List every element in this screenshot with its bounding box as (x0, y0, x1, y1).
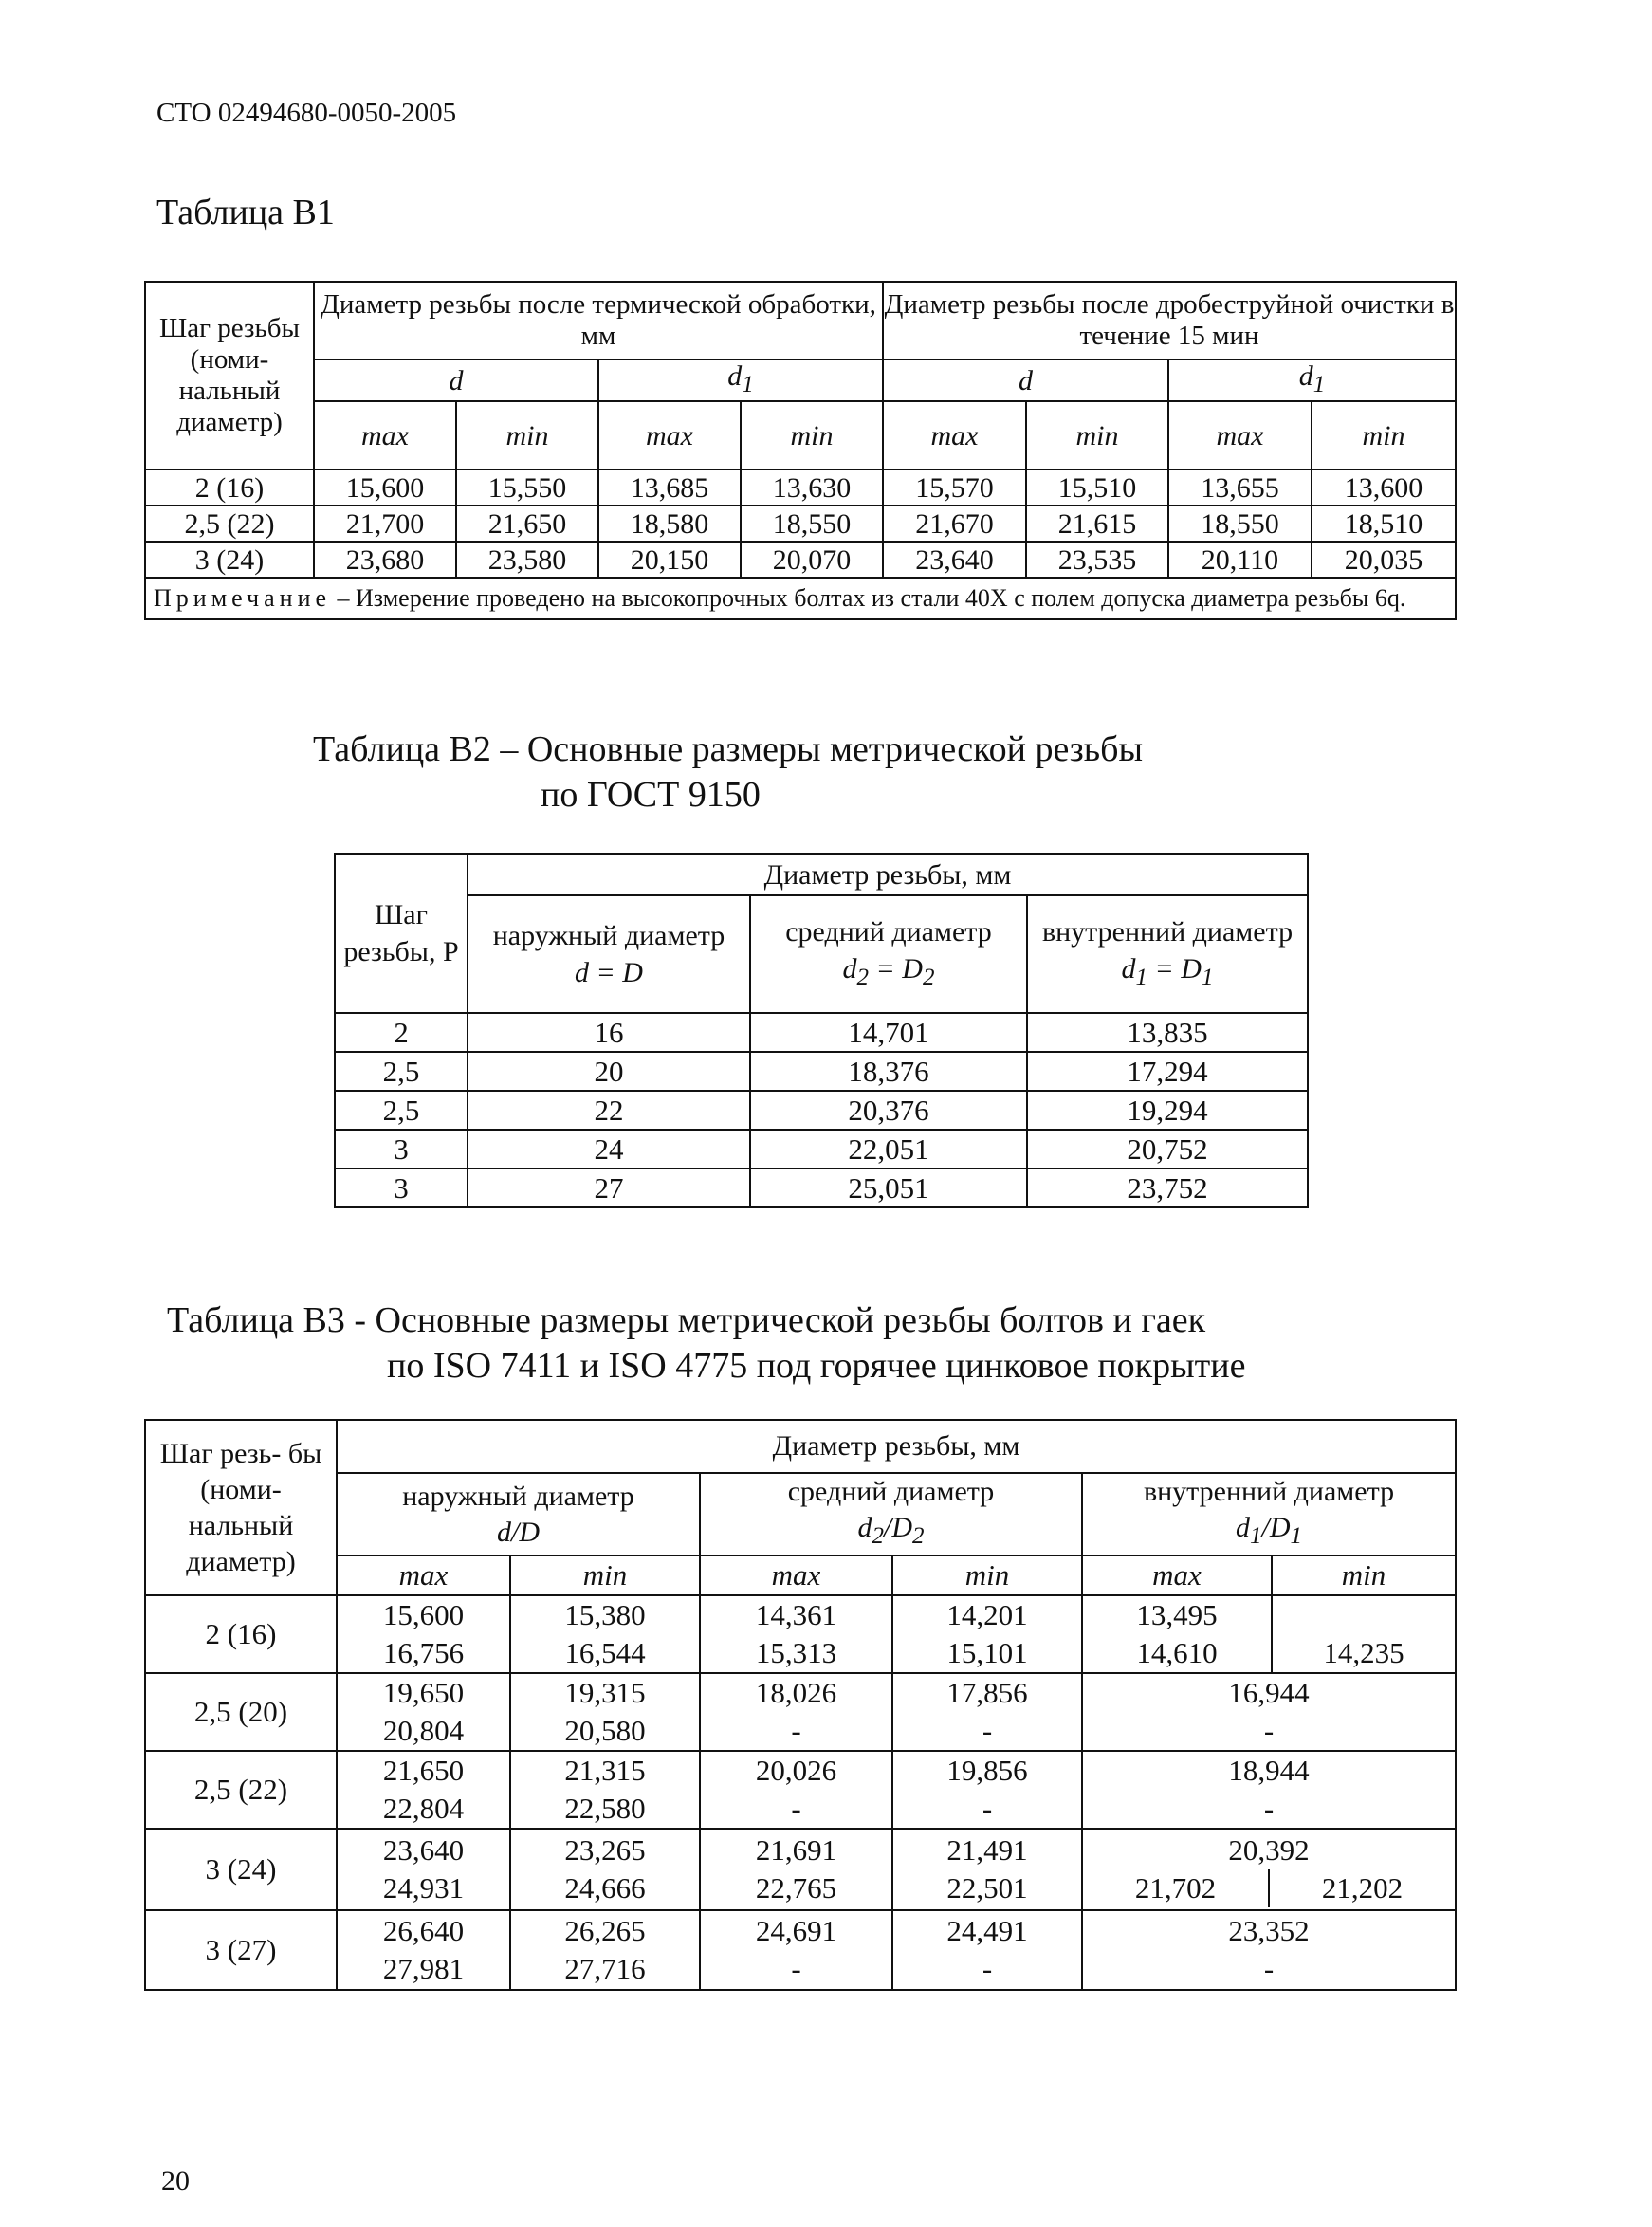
cell: 18,376 (750, 1052, 1027, 1091)
cell: 17,294 (1027, 1052, 1308, 1091)
cell: 13,655 (1168, 469, 1312, 506)
formula-inner: $d_1 = D_1$ (1121, 952, 1214, 990)
value: 21,491 (946, 1833, 1028, 1867)
table-b2-caption-line1: Таблица В2 – Основные размеры метрической резьбы (313, 729, 1143, 769)
step-cell: 2,5 (20) (145, 1673, 337, 1751)
cell (510, 1910, 700, 1990)
table-b3 (144, 1419, 1457, 1991)
cell: 2,5 (335, 1052, 468, 1091)
header-mid-label: средний диаметр (785, 915, 992, 948)
cell (1082, 1910, 1456, 1990)
cell: 21,650 (456, 506, 598, 542)
value: 27,716 (564, 1952, 646, 1985)
value: 14,361 (755, 1598, 837, 1631)
cell (510, 1673, 700, 1751)
step-cell: 2 (16) (145, 1595, 337, 1673)
value: 15,101 (946, 1636, 1028, 1669)
cell: 14,701 (750, 1013, 1027, 1052)
table-b2-caption (313, 727, 1261, 818)
step-cell: 3 (24) (145, 1829, 337, 1910)
cell: 25,051 (750, 1169, 1027, 1207)
value: - (1263, 1714, 1275, 1747)
value: 16,544 (564, 1636, 646, 1669)
cell (337, 1829, 510, 1910)
cell: 3 (335, 1169, 468, 1207)
value: - (791, 1792, 801, 1825)
table-b3-caption-line1: Таблица В3 - Основные размеры метрической резьбы болтов и гаек (167, 1300, 1206, 1340)
cell: 20,376 (750, 1091, 1027, 1130)
header-max: max (883, 401, 1026, 469)
formula-outer: d = D (575, 957, 643, 988)
header-diameter: Диаметр резьбы, мм (337, 1420, 1456, 1473)
value: 22,804 (382, 1792, 465, 1825)
value: 15,600 (382, 1598, 465, 1631)
header-inner-label: внутренний диаметр (1143, 1476, 1395, 1507)
cell (1082, 1595, 1272, 1673)
cell: 23,580 (456, 542, 598, 578)
cell: 21,615 (1026, 506, 1168, 542)
header-d1: $d_1$ (598, 359, 883, 401)
value: 14,201 (946, 1598, 1028, 1631)
header-outer-label: наружный диаметр (492, 920, 725, 951)
cell: 20,752 (1027, 1130, 1308, 1169)
cell: 23,752 (1027, 1169, 1308, 1207)
header-d1: $d_1$ (1168, 359, 1456, 401)
table-row (145, 1595, 1456, 1673)
cell (700, 1595, 892, 1673)
header-d: d (883, 359, 1168, 401)
cell (892, 1910, 1082, 1990)
cell: 20 (468, 1052, 750, 1091)
table-row (145, 1751, 1456, 1829)
table-row (145, 469, 1456, 506)
value: - (791, 1952, 801, 1985)
header-diameter: Диаметр резьбы, мм (468, 854, 1308, 895)
value: 27,981 (382, 1952, 465, 1985)
table-b3-caption-line2: по ISO 7411 и ISO 4775 под горячее цинковое покрытие (387, 1346, 1246, 1386)
cell: 2,5 (335, 1091, 468, 1130)
table-row (145, 1910, 1456, 1990)
cell (1082, 1673, 1456, 1751)
header-inner (1027, 895, 1308, 1013)
cell (510, 1829, 700, 1910)
header-min: min (892, 1555, 1082, 1595)
header-max: max (700, 1555, 892, 1595)
cell (892, 1673, 1082, 1751)
header-mid-label: средний диаметр (787, 1476, 995, 1507)
header-min: min (456, 401, 598, 469)
header-step: Шаг резьбы, Р (335, 854, 468, 1013)
cell (337, 1751, 510, 1829)
value: 20,580 (564, 1714, 646, 1747)
value: - (1263, 1952, 1275, 1985)
cell (892, 1829, 1082, 1910)
cell: 20,110 (1168, 542, 1312, 578)
value: 21,202 (1268, 1869, 1455, 1907)
value: 18,026 (755, 1676, 837, 1709)
cell: 15,550 (456, 469, 598, 506)
value: 21,315 (564, 1754, 646, 1787)
table-b2 (334, 853, 1309, 1208)
cell: 20,035 (1312, 542, 1456, 578)
cell: 22,051 (750, 1130, 1027, 1169)
header-mid (750, 895, 1027, 1013)
cell (337, 1595, 510, 1673)
value: 24,491 (946, 1914, 1028, 1947)
cell: 2 (16) (145, 469, 314, 506)
value: 15,380 (564, 1598, 646, 1631)
table-note (145, 578, 1456, 619)
value: 16,944 (1228, 1676, 1310, 1709)
cell: 13,685 (598, 469, 741, 506)
cell: 23,640 (883, 542, 1026, 578)
header-outer-label: наружный диаметр (402, 1480, 634, 1512)
document-id: СТО 02494680-0050-2005 (156, 98, 457, 128)
value: 23,352 (1228, 1914, 1310, 1947)
cell: 27 (468, 1169, 750, 1207)
value: - (982, 1792, 993, 1825)
cell: 16 (468, 1013, 750, 1052)
value: 19,315 (564, 1676, 646, 1709)
cell (510, 1751, 700, 1829)
header-outer (468, 895, 750, 1013)
value: 20,804 (382, 1714, 465, 1747)
value: 20,392 (1228, 1833, 1310, 1867)
table-row (335, 1052, 1308, 1091)
value: 15,313 (755, 1636, 837, 1669)
cell: 15,600 (314, 469, 456, 506)
value: 17,856 (946, 1676, 1028, 1709)
value: 21,702 (1134, 1871, 1217, 1905)
cell: 15,510 (1026, 469, 1168, 506)
cell (892, 1751, 1082, 1829)
value: 22,580 (564, 1792, 646, 1825)
table-b2-caption-line2: по ГОСТ 9150 (541, 775, 761, 815)
formula-outer: d/D (497, 1516, 540, 1548)
value: - (982, 1714, 993, 1747)
formula-mid: $d_2 = D_2$ (842, 952, 935, 990)
table-b1-caption: Таблица В1 (156, 193, 335, 232)
step-cell: 3 (27) (145, 1910, 337, 1990)
cell (700, 1751, 892, 1829)
cell: 3 (24) (145, 542, 314, 578)
table-row (145, 506, 1456, 542)
table-row (335, 1013, 1308, 1052)
value: 24,691 (755, 1914, 837, 1947)
cell: 19,294 (1027, 1091, 1308, 1130)
cell: 13,600 (1312, 469, 1456, 506)
header-mid (700, 1473, 1082, 1555)
table-row (145, 1829, 1456, 1910)
value: 22,765 (755, 1871, 837, 1905)
header-min: min (510, 1555, 700, 1595)
cell (700, 1829, 892, 1910)
formula-mid: $d_2/D_2$ (857, 1512, 925, 1549)
table-note-row (145, 578, 1456, 619)
cell: 15,570 (883, 469, 1026, 506)
header-step: Шаг резьбы (номи- нальный диаметр) (145, 282, 314, 469)
header-after-shot: Диаметр резьбы после дробеструйной очистки в течение 15 мин (883, 282, 1456, 359)
cell: 18,510 (1312, 506, 1456, 542)
cell: 2 (335, 1013, 468, 1052)
header-after-heat: Диаметр резьбы после термической обработки, мм (314, 282, 883, 359)
value: 20,026 (755, 1754, 837, 1787)
value: 24,931 (382, 1871, 465, 1905)
cell: 23,680 (314, 542, 456, 578)
page-number: 20 (161, 2165, 190, 2197)
cell: 13,630 (741, 469, 883, 506)
value: 13,495 (1136, 1598, 1218, 1631)
table-row (145, 542, 1456, 578)
cell: 14,235 (1272, 1595, 1456, 1673)
header-inner-label: внутренний диаметр (1041, 915, 1294, 948)
cell: 22 (468, 1091, 750, 1130)
header-d: d (314, 359, 598, 401)
cell: 20,150 (598, 542, 741, 578)
cell: 18,580 (598, 506, 741, 542)
cell: 18,550 (1168, 506, 1312, 542)
value: 14,610 (1136, 1636, 1218, 1669)
header-min: min (741, 401, 883, 469)
cell: 20,070 (741, 542, 883, 578)
header-min: min (1026, 401, 1168, 469)
cell (337, 1910, 510, 1990)
value: 23,265 (564, 1833, 646, 1867)
value: 18,944 (1228, 1754, 1310, 1787)
value: - (1263, 1792, 1275, 1825)
value: 19,650 (382, 1676, 465, 1709)
step-cell: 2,5 (22) (145, 1751, 337, 1829)
cell: 21,670 (883, 506, 1026, 542)
header-max: max (1082, 1555, 1272, 1595)
table-b1 (144, 281, 1457, 620)
value: 22,501 (946, 1871, 1028, 1905)
table-row (335, 1091, 1308, 1130)
cell: 13,835 (1027, 1013, 1308, 1052)
value: - (791, 1714, 801, 1747)
header-min: min (1312, 401, 1456, 469)
cell: 24 (468, 1130, 750, 1169)
header-inner (1082, 1473, 1456, 1555)
cell (337, 1673, 510, 1751)
header-max: max (598, 401, 741, 469)
cell (700, 1673, 892, 1751)
note-label: Примечание (154, 584, 332, 612)
value: 24,666 (564, 1871, 646, 1905)
value: 26,640 (382, 1914, 465, 1947)
header-max: max (314, 401, 456, 469)
cell: 3 (335, 1130, 468, 1169)
cell: 18,550 (741, 506, 883, 542)
value: 21,650 (382, 1754, 465, 1787)
split-values (1083, 1869, 1455, 1907)
formula-inner: $d_1/D_1$ (1236, 1512, 1303, 1549)
value: 19,856 (946, 1754, 1028, 1787)
table-b3-caption (167, 1298, 1400, 1389)
table-row (145, 1673, 1456, 1751)
cell (1082, 1829, 1456, 1910)
value: 23,640 (382, 1833, 465, 1867)
cell (510, 1595, 700, 1673)
table-row (335, 1169, 1308, 1207)
value: 21,691 (755, 1833, 837, 1867)
cell: 21,700 (314, 506, 456, 542)
cell: 23,535 (1026, 542, 1168, 578)
note-text: – Измерение проведено на высокопрочных болтах из стали 40Х с полем допуска диаметра резьбы 6q. (331, 584, 1406, 612)
cell (1082, 1751, 1456, 1829)
header-outer (337, 1473, 700, 1555)
cell (700, 1910, 892, 1990)
header-min: min (1272, 1555, 1456, 1595)
header-step: Шаг резь- бы (номи- нальный диаметр) (145, 1420, 337, 1595)
header-max: max (337, 1555, 510, 1595)
cell: 2,5 (22) (145, 506, 314, 542)
table-row (335, 1130, 1308, 1169)
header-max: max (1168, 401, 1312, 469)
value: - (982, 1952, 993, 1985)
cell (892, 1595, 1082, 1673)
value: 16,756 (382, 1636, 465, 1669)
value: 26,265 (564, 1914, 646, 1947)
